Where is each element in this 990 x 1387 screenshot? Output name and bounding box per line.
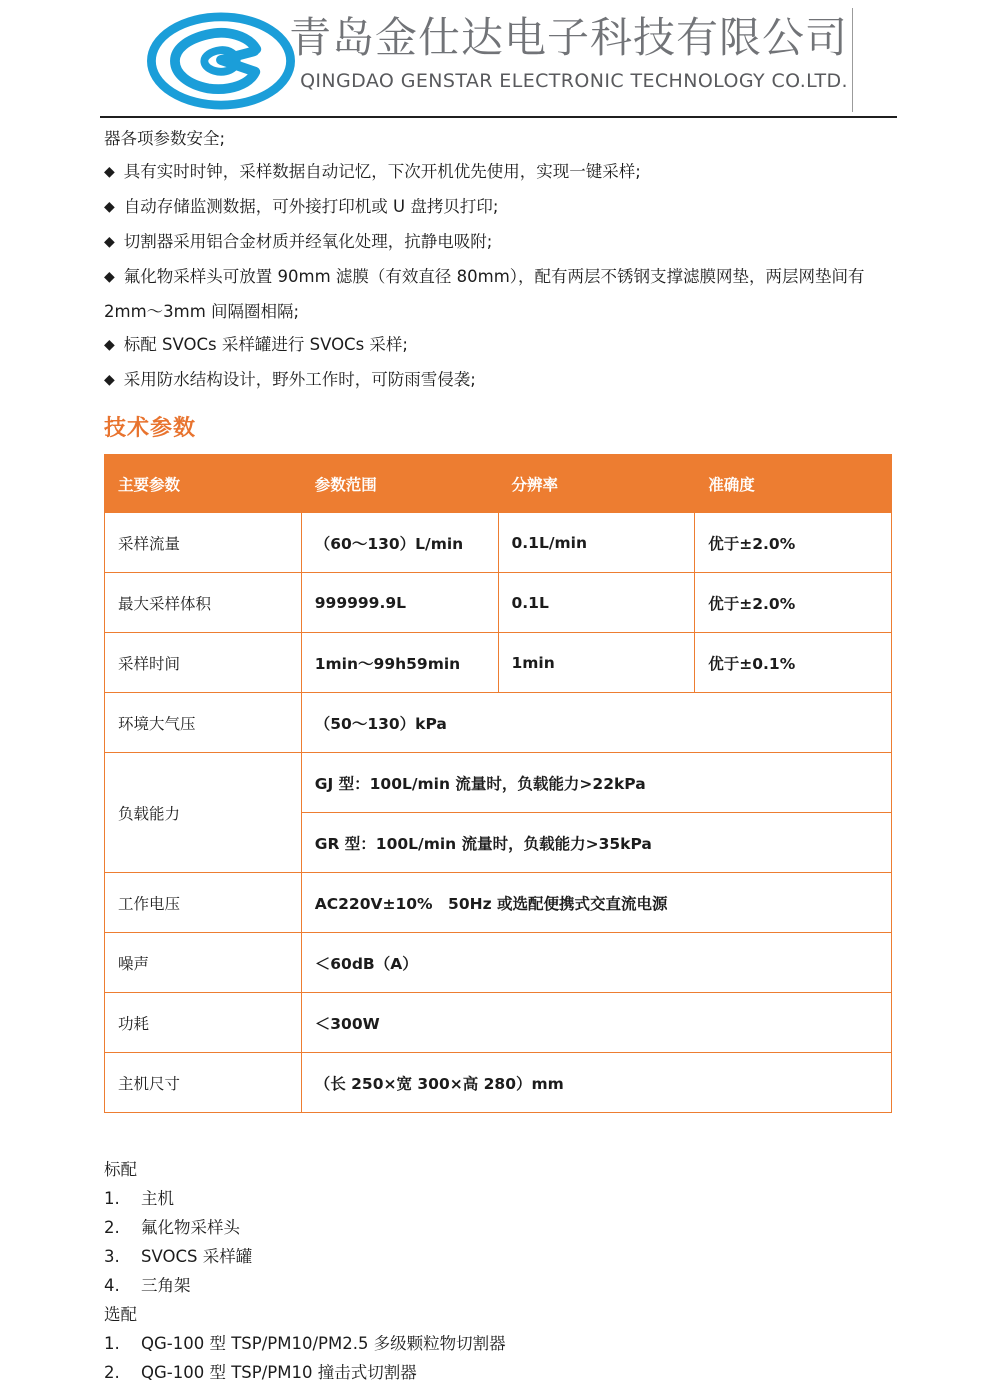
cell-range: （60～130）L/min xyxy=(301,513,498,573)
cell-value: （50～130）kPa xyxy=(301,693,891,753)
cell-resolution: 0.1L/min xyxy=(498,513,695,573)
cell-value: ＜60dB（A） xyxy=(301,933,891,993)
list-number: 2. xyxy=(104,1363,120,1382)
feature-bullet-2 xyxy=(104,190,894,225)
cell-value-gj: GJ 型：100L/min 流量时，负载能力>22kPa xyxy=(301,753,891,813)
col-header-accuracy: 准确度 xyxy=(695,455,892,513)
row-sampling-flow xyxy=(105,513,892,573)
spec-table xyxy=(104,454,892,1113)
standard-config-item-2 xyxy=(104,1213,894,1242)
row-working-voltage xyxy=(105,873,892,933)
feature-bullet-6-text: 采用防水结构设计，野外工作时，可防雨雪侵袭; xyxy=(123,370,476,389)
list-text: QG-100 型 TSP/PM10 撞击式切割器 xyxy=(141,1363,417,1382)
diamond-bullet-icon: ◆ xyxy=(104,372,115,388)
cell-resolution: 0.1L xyxy=(498,573,695,633)
feature-bullet-4-text: 氟化物采样头可放置 90mm 滤膜（有效直径 80mm），配有两层不锈钢支撑滤膜网垫，两层网垫间有 2mm～3mm 间隔圈相隔; xyxy=(104,267,865,321)
col-header-main-parameter: 主要参数 xyxy=(105,455,302,513)
company-logo-icon xyxy=(144,12,298,110)
company-brand-block xyxy=(289,12,848,95)
row-load-capacity-gj xyxy=(105,753,892,813)
cell-param-load-capacity: 负载能力 xyxy=(105,753,302,873)
header-vertical-divider xyxy=(852,8,853,112)
company-name-cn: 青岛金仕达电子科技有限公司 xyxy=(288,13,848,62)
cell-param: 功耗 xyxy=(105,993,302,1053)
optional-config-item-1 xyxy=(104,1329,894,1358)
cell-param: 主机尺寸 xyxy=(105,1053,302,1113)
cell-param: 采样时间 xyxy=(105,633,302,693)
row-sampling-time xyxy=(105,633,892,693)
diamond-bullet-icon: ◆ xyxy=(104,199,115,215)
cell-param: 噪声 xyxy=(105,933,302,993)
diamond-bullet-icon: ◆ xyxy=(104,164,115,180)
cell-accuracy: 优于±2.0% xyxy=(695,573,892,633)
cell-value: ＜300W xyxy=(301,993,891,1053)
row-host-dimensions xyxy=(105,1053,892,1113)
company-name-en: QINGDAO GENSTAR ELECTRONIC TECHNOLOGY CO.LTD. xyxy=(300,70,848,92)
col-header-parameter-range: 参数范围 xyxy=(301,455,498,513)
cell-accuracy: 优于±2.0% xyxy=(695,513,892,573)
optional-config-title: 选配 xyxy=(104,1305,137,1324)
standard-config-item-1 xyxy=(104,1184,894,1213)
row-max-sampling-volume xyxy=(105,573,892,633)
feature-bullet-5-text: 标配 SVOCs 采样罐进行 SVOCs 采样; xyxy=(123,335,408,354)
list-number: 2. xyxy=(104,1218,120,1237)
col-header-resolution: 分辨率 xyxy=(498,455,695,513)
feature-bullet-4 xyxy=(104,260,894,328)
company-header xyxy=(100,0,897,118)
diamond-bullet-icon: ◆ xyxy=(104,269,115,285)
paragraph-continuation: 器各项参数安全; xyxy=(104,129,226,148)
diamond-bullet-icon: ◆ xyxy=(104,337,115,353)
optional-config-item-2 xyxy=(104,1358,894,1387)
row-ambient-pressure xyxy=(105,693,892,753)
list-text: 主机 xyxy=(141,1189,174,1208)
feature-bullet-3-text: 切割器采用铝合金材质并经氧化处理，抗静电吸附; xyxy=(123,232,493,251)
standard-config-item-3 xyxy=(104,1242,894,1271)
list-number: 4. xyxy=(104,1276,120,1295)
cell-value: （长 250×宽 300×高 280）mm xyxy=(301,1053,891,1113)
cell-param: 环境大气压 xyxy=(105,693,302,753)
feature-bullet-2-text: 自动存储监测数据，可外接打印机或 U 盘拷贝打印; xyxy=(123,197,499,216)
standard-config-title: 标配 xyxy=(104,1160,137,1179)
list-number: 3. xyxy=(104,1247,120,1266)
cell-value-gr: GR 型：100L/min 流量时，负载能力>35kPa xyxy=(301,813,891,873)
section-title-technical-parameters: 技术参数 xyxy=(104,416,197,441)
spec-table-header-row xyxy=(105,455,892,513)
feature-bullet-1-text: 具有实时时钟，采样数据自动记忆，下次开机优先使用，实现一键采样; xyxy=(123,162,641,181)
row-power-consumption xyxy=(105,993,892,1053)
list-text: QG-100 型 TSP/PM10/PM2.5 多级颗粒物切割器 xyxy=(141,1334,506,1353)
configuration-lists xyxy=(104,1155,894,1387)
cell-param: 工作电压 xyxy=(105,873,302,933)
cell-range: 999999.9L xyxy=(301,573,498,633)
feature-bullet-1 xyxy=(104,155,894,190)
cell-accuracy: 优于±0.1% xyxy=(695,633,892,693)
cell-param: 采样流量 xyxy=(105,513,302,573)
list-text: 三角架 xyxy=(141,1276,191,1295)
list-text: 氟化物采样头 xyxy=(141,1218,240,1237)
list-number: 1. xyxy=(104,1334,120,1353)
list-text: SVOCS 采样罐 xyxy=(141,1247,253,1266)
document-content xyxy=(104,122,894,1387)
feature-bullet-5 xyxy=(104,328,894,363)
feature-bullet-3 xyxy=(104,225,894,260)
cell-range: 1min～99h59min xyxy=(301,633,498,693)
list-number: 1. xyxy=(104,1189,120,1208)
feature-bullet-6 xyxy=(104,363,894,398)
standard-config-item-4 xyxy=(104,1271,894,1300)
cell-value: AC220V±10% 50Hz 或选配便携式交直流电源 xyxy=(301,873,891,933)
row-noise xyxy=(105,933,892,993)
cell-param: 最大采样体积 xyxy=(105,573,302,633)
diamond-bullet-icon: ◆ xyxy=(104,234,115,250)
cell-resolution: 1min xyxy=(498,633,695,693)
